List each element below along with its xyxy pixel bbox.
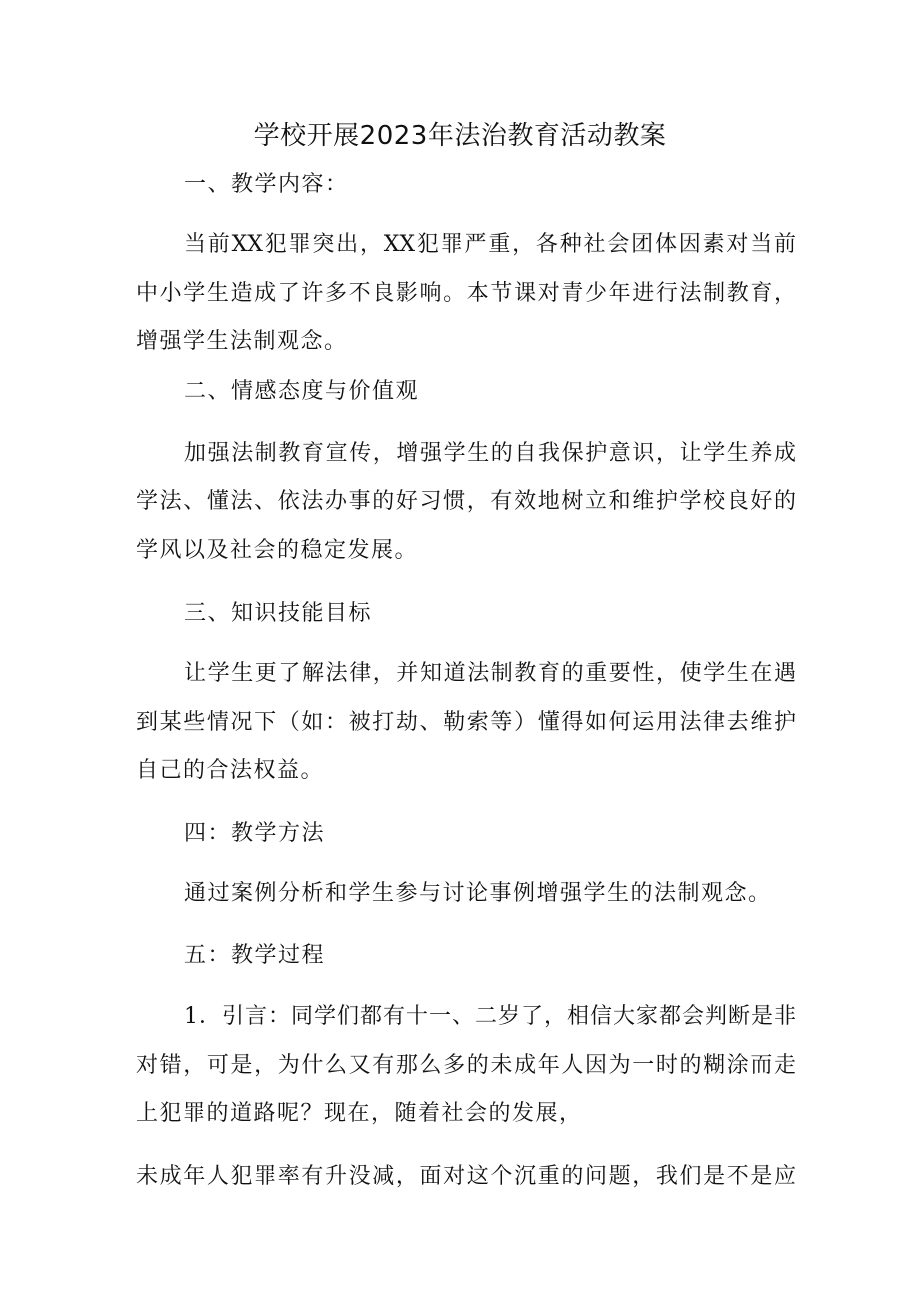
paragraph-line: 未成年人犯罪率有升没减，面对这个沉重的问题，我们是不是应 (136, 1164, 796, 1189)
section-heading-3: 三、知识技能目标 (184, 601, 373, 626)
paragraph-line: 对错，可是，为什么又有那么多的未成年人因为一时的糊涂而走 (136, 1053, 796, 1078)
paragraph-line: 到某些情况下（如：被打劫、勒索等）懂得如何运用法律去维护 (136, 710, 796, 735)
paragraph-line: 上犯罪的道路呢？现在，随着社会的发展， (136, 1101, 583, 1126)
paragraph-line: 通过案例分析和学生参与讨论事例增强学生的法制观念。 (184, 881, 772, 906)
section-heading-5: 五：教学过程 (184, 943, 326, 968)
paragraph-line: 学法、懂法、依法办事的好习惯，有效地树立和维护学校良好的 (136, 489, 796, 514)
paragraph-line: 中小学生造成了许多不良影响。本节课对青少年进行法制教育， (136, 281, 796, 306)
paragraph-line: 增强学生法制观念。 (136, 329, 348, 354)
paragraph-line: 让学生更了解法律，并知道法制教育的重要性，使学生在遇 (184, 661, 796, 686)
section-heading-4: 四：教学方法 (184, 821, 326, 846)
paragraph-line: 自己的合法权益。 (136, 758, 325, 783)
paragraph-line: 1．引言：同学们都有十一、二岁了，相信大家都会判断是非 (184, 1004, 796, 1029)
section-heading-2: 二、情感态度与价值观 (184, 379, 420, 404)
paragraph-line: 加强法制教育宣传，增强学生的自我保护意识，让学生养成 (184, 441, 796, 466)
paragraph-line: 学风以及社会的稳定发展。 (136, 538, 419, 563)
paragraph-line: 当前XX犯罪突出，XX犯罪严重，各种社会团体因素对当前 (184, 232, 796, 257)
section-heading-1: 一、教学内容： (184, 172, 349, 197)
document-title: 学校开展2023年法治教育活动教案 (253, 121, 667, 151)
